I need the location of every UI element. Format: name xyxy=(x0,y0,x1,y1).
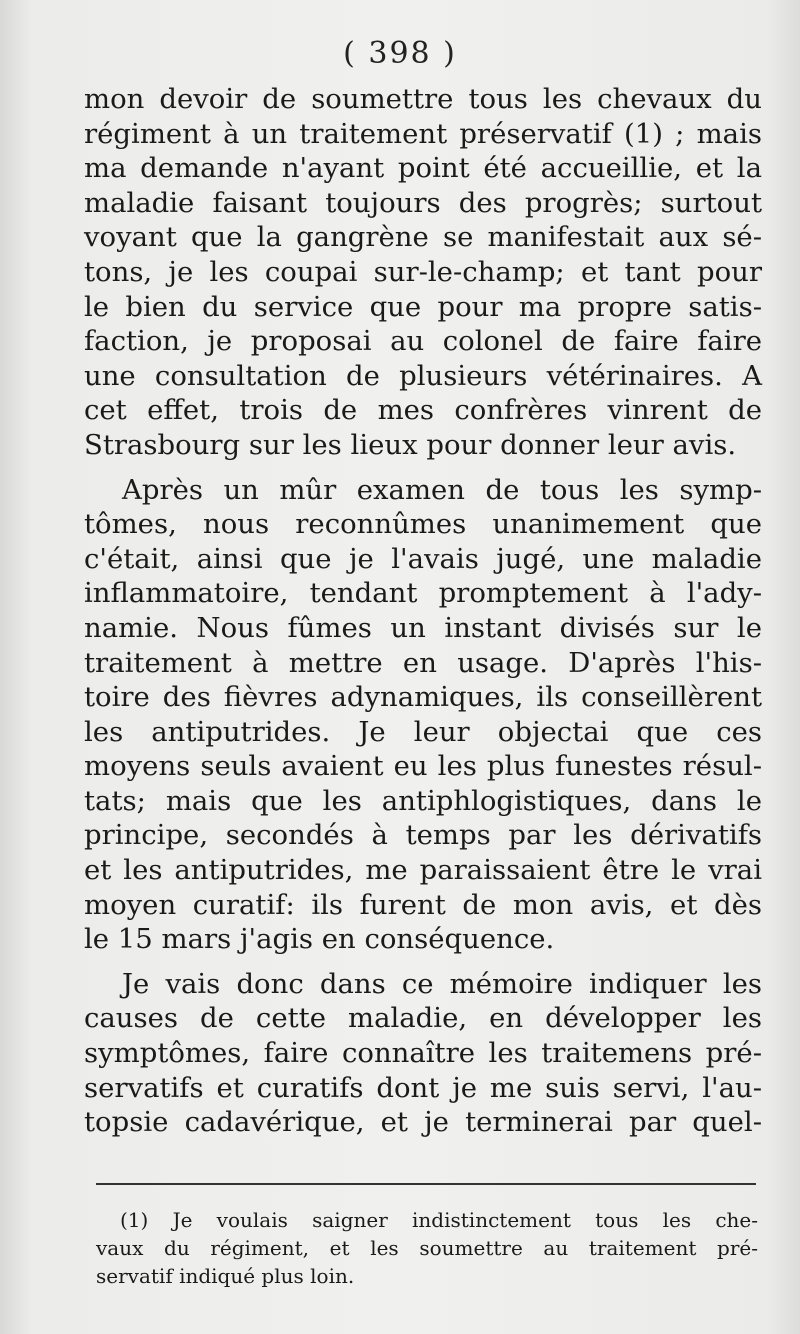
text-line: toire des fièvres adynamiques, ils conseillèrent xyxy=(84,681,762,714)
paragraph-3 xyxy=(84,967,762,1140)
text-line: mon devoir de soumettre tous les chevaux du xyxy=(84,83,762,115)
text-line: principe, secondés à temps par les dérivatifs xyxy=(84,819,762,852)
page-number: ( 398 ) xyxy=(343,36,457,71)
text-line: namie. Nous fûmes un instant divisés sur le xyxy=(84,611,762,644)
text-line: topsie cadavérique, et je terminerai par quel- xyxy=(84,1106,762,1139)
text-line: c'était, ainsi que je l'avais jugé, une maladie xyxy=(84,542,762,575)
text-line: maladie faisant toujours des progrès; surtout xyxy=(84,186,762,219)
text-line: faction, je proposai au colonel de faire faire xyxy=(84,325,762,358)
text-line: inflammatoire, tendant promptement à l'ady- xyxy=(84,577,762,610)
footnote-line: servatif indiqué plus loin. xyxy=(96,1264,355,1288)
text-line: Strasbourg sur les lieux pour donner leur avis. xyxy=(84,428,737,461)
paragraph-gap xyxy=(84,957,762,967)
text-line: traitement à mettre en usage. D'après l'his- xyxy=(84,646,762,679)
text-line: et les antiputrides, me paraissaient être le vrai xyxy=(84,854,762,887)
paragraph-1 xyxy=(84,82,762,463)
text-line: le bien du service que pour ma propre satis- xyxy=(84,290,762,323)
text-line: moyens seuls avaient eu les plus funestes résul- xyxy=(84,750,762,783)
text-line: voyant que la gangrène se manifestait aux sé- xyxy=(84,221,762,254)
text-line: cet effet, trois de mes confrères vinrent de xyxy=(84,394,762,427)
text-line: Après un mûr examen de tous les symp- xyxy=(122,473,762,506)
footnote xyxy=(96,1206,758,1290)
text-line: tons, je les coupai sur-le-champ; et tant pour xyxy=(84,255,762,288)
text-line: ma demande n'ayant point été accueillie, et la xyxy=(84,152,762,185)
footnote-line: vaux du régiment, et les soumettre au traitement pré- xyxy=(96,1236,758,1260)
text-line: symptômes, faire connaître les traitemens pré- xyxy=(84,1037,762,1070)
text-line: une consultation de plusieurs vétérinaires. A xyxy=(84,359,762,392)
text-line: moyen curatif: ils furent de mon avis, et dès xyxy=(84,888,762,921)
text-line: servatifs et curatifs dont je me suis servi, l'au- xyxy=(84,1071,762,1104)
footnote-rule xyxy=(96,1183,756,1185)
text-line: tômes, nous reconnûmes unanimement que xyxy=(84,508,762,541)
footnote-line: (1) Je voulais saigner indistinctement tous les che- xyxy=(120,1208,758,1232)
text-line: tats; mais que les antiphlogistiques, dans le xyxy=(84,784,762,817)
text-line: régiment à un traitement préservatif (1) ; mais xyxy=(84,117,762,150)
paragraph-2 xyxy=(84,473,762,957)
paragraph-gap xyxy=(84,463,762,473)
text-line: le 15 mars j'agis en conséquence. xyxy=(84,923,555,956)
body-text xyxy=(84,82,762,1140)
text-line: les antiputrides. Je leur objectai que ces xyxy=(84,715,762,748)
text-line: Je vais donc dans ce mémoire indiquer les xyxy=(122,967,762,1000)
text-line: causes de cette maladie, en développer les xyxy=(84,1002,762,1035)
